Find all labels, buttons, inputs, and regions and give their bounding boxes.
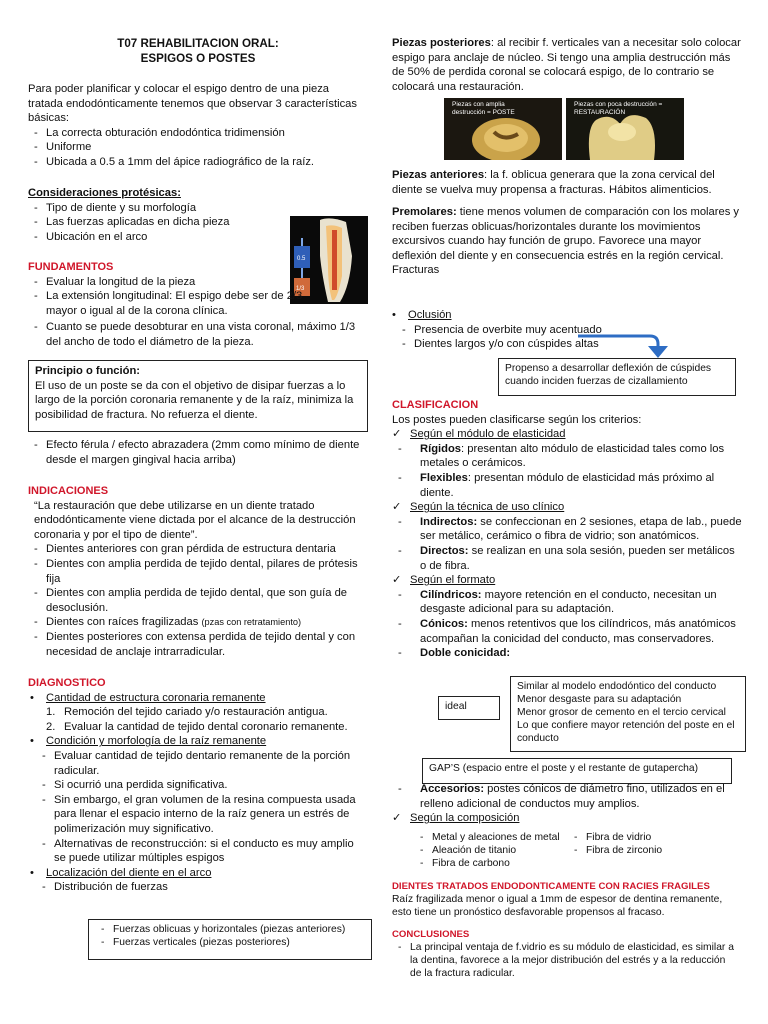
num-label: 2. (46, 720, 56, 733)
piezas-posteriores (392, 36, 742, 94)
item-text: postes cónicos de diámetro fino, utilizados en el relleno adicional de conductos muy amplios. (420, 783, 725, 810)
doble-conicidad-box (510, 676, 746, 752)
list-item: - Evaluar cantidad de tejido dentario remanente de la porción radicular. (36, 749, 364, 778)
list-item: - Metal y aleaciones de metal (414, 831, 574, 844)
list-item: - Dientes con amplia perdida de tejido dental, pilares de prótesis fija (28, 557, 364, 586)
fragiles-text: Raíz fragilizada menor o igual a 1mm de espesor de dentina remanente, esto tiene un pronóstico desfavorable propensos al fracaso. (392, 894, 723, 918)
box-line: Lo que confiere mayor retención del poste en el conducto (517, 720, 735, 744)
composicion-left-list (414, 831, 574, 870)
list-item: - La principal ventaja de f.vidrio es su módulo de elasticidad, es similar a la dentina, favorece a la mejor distribución del estrés y a la reducción de la fractura radicular. (392, 941, 738, 980)
list-item: - Dientes posteriores con extensa perdida de tejido dental y con necesidad de anclaje intrarradicular. (28, 630, 364, 659)
diag-num-2 (28, 720, 364, 735)
item-label: Indirectos: (420, 515, 478, 528)
oclusion-box (498, 358, 736, 396)
checkmark-icon: ✓ (392, 501, 402, 514)
fundamentos-list (28, 275, 318, 319)
fuerzas-box (88, 919, 372, 960)
crit-4 (392, 811, 742, 826)
composicion-left (414, 831, 574, 870)
list-item (392, 471, 742, 500)
item-text: se realizan en una sola sesión, pueden ser metálicos o de fibra. (420, 544, 735, 572)
item-label: Flexibles (420, 471, 468, 484)
diag-b3-heading: Localización del diente en el arco (46, 866, 212, 879)
crit-4-heading: Según la composición (410, 812, 520, 825)
checkmark-icon: ✓ (392, 812, 402, 825)
diag-bullet-2 (28, 734, 364, 749)
item-text: mayore retención en el conducto, necesitan un desgaste adicional para su adaptación. (420, 588, 717, 616)
consideraciones-section (28, 186, 278, 244)
premolares-extra: Fracturas (392, 264, 440, 277)
item-label: Doble conicidad: (420, 647, 511, 660)
list-item (28, 615, 364, 630)
list-item: - Dientes largos y/o con cúspides altas (396, 337, 622, 352)
list-item: - Alternativas de reconstrucción: si el conducto es muy amplio se puede utilizar múltiples espigos (36, 837, 364, 866)
indicaciones-quote: “La restauración que debe utilizarse en un diente tratado endodónticamente viene dictada por el alcance de la destrucción coronaria y por el tipo de diente”. (34, 499, 356, 541)
list-item: - Sin embargo, el gran volumen de la resina compuesta usada para llenar el espacio interno de la raíz genera un estrés de polimerización muy significativo. (36, 793, 364, 837)
list-item: - Ubicada a 0.5 a 1mm del ápice radiográfico de la raíz. (28, 155, 363, 170)
fundamentos-heading: FUNDAMENTOS (28, 261, 114, 273)
piezas-posteriores-label: Piezas posteriores (392, 37, 491, 49)
bullet-icon: • (30, 866, 34, 879)
gap-text: GAP’S (espacio entre el poste y el restante de gutapercha) (429, 763, 699, 774)
crit-2-list (392, 515, 742, 573)
ferula-section (28, 438, 363, 467)
diag-b1-heading: Cantidad de estructura coronaria remanente (46, 691, 266, 704)
item-text: : presentan alto módulo de elasticidad tales como los metales o cerámicos. (420, 442, 725, 470)
list-item: - Aleación de titanio (414, 844, 574, 857)
photo-restauracion (566, 98, 684, 160)
ideal-label: ideal (445, 701, 467, 712)
consideraciones-list (28, 201, 278, 245)
list-item: Remoción del tejido cariado y/o restauración antigua. (64, 706, 328, 719)
list-item: - Fuerzas oblicuas y horizontales (piezas anteriores) (95, 923, 365, 936)
list-item (392, 544, 742, 573)
fuerzas-list (95, 923, 365, 949)
list-item: - Fuerzas verticales (piezas posteriores) (95, 936, 365, 949)
list-item: - Distribución de fuerzas (36, 880, 364, 895)
list-item: - Fibra de carbono (414, 857, 574, 870)
piezas-anteriores-text: : la f. oblicua generara que la zona cervical del diente se vuelva muy propensa a fracturas. Hábitos alimenticios. (392, 169, 715, 196)
arrow-icon (578, 330, 678, 360)
list-item: - Fibra de zirconio (568, 844, 708, 857)
premolares-text: tiene menos volumen de comparación con los molares y reciben fuerzas oblicuas/horizontales durante los movimientos excursivos cuando hay función de grupo. Favorece una mayor deflexión del diente y en consecuencia estrés en la región cervical. (392, 206, 740, 262)
item-label: Rígidos (420, 442, 462, 455)
diag-num-1 (28, 705, 364, 720)
list-item: - Uniforme (28, 140, 363, 155)
page-title (28, 36, 368, 66)
crit-3-heading: Según el formato (410, 574, 496, 587)
crit-1 (392, 427, 742, 442)
fragiles-heading: DIENTES TRATADOS ENDODONTICAMENTE CON RACIES FRAGILES (392, 881, 710, 892)
item-text: : presentan módulo de elasticidad más próximo al diente. (420, 471, 715, 499)
fundamentos-section (28, 260, 318, 318)
checkmark-icon: ✓ (392, 574, 402, 587)
conclusiones-section (392, 928, 738, 980)
num-label: 1. (46, 706, 56, 719)
indicaciones-list (28, 542, 364, 659)
ideal-box (438, 696, 500, 720)
gap-box (422, 758, 732, 784)
item-label: Directos: (420, 544, 469, 557)
list-item: - Dientes con amplia perdida de tejido dental, que son guía de desoclusión. (28, 586, 364, 615)
ferula-list (28, 438, 363, 467)
premolares (392, 205, 742, 278)
composicion-right-list (568, 831, 708, 857)
list-item (392, 588, 742, 617)
list-item: - Presencia de overbite muy acentuado (396, 323, 622, 338)
list-item: Evaluar la cantidad de tejido dental coronario remanente. (64, 720, 348, 733)
intro-list (28, 126, 363, 170)
principio-box (28, 360, 368, 432)
crit-1-heading: Según el módulo de elasticidad (410, 428, 566, 441)
list-item (392, 646, 742, 661)
list-item: - Cuanto se puede desobturar en una vista coronal, máximo 1/3 del ancho de todo el diámetro de la pieza. (28, 320, 366, 349)
crit-2-heading: Según la técnica de uso clínico (410, 501, 565, 514)
bullet-icon: • (30, 691, 34, 704)
composicion-right (568, 831, 708, 857)
item-text: menos retentivos que los cilíndricos, más anatómicos acompañan la conicidad del conducto, mas conservadores. (420, 617, 736, 645)
fundamentos-list-2 (28, 320, 366, 349)
item-label: Cónicos: (420, 617, 468, 630)
list-item: - Dientes anteriores con gran pérdida de estructura dentaria (28, 542, 364, 557)
photo-poste (444, 98, 562, 160)
oclusion-bullet (392, 308, 622, 323)
item-label: Cilíndricos: (420, 588, 482, 601)
principio-heading: Principio o función: (35, 365, 141, 377)
diag-b2-heading: Condición y morfología de la raíz remanente (46, 735, 267, 748)
box-line: Menor desgaste para su adaptación (517, 694, 682, 705)
title-line-1: T07 REHABILITACION ORAL: (117, 37, 279, 50)
piezas-posteriores-text: : al recibir f. verticales van a necesitar solo colocar espigo para anclaje de núcleo. Si tengo una amplia destrucción más de 50% de perdida coronal se colocará espigo, de lo contrario se colocará una restauración. (392, 37, 741, 93)
clasificacion-section (392, 398, 742, 661)
diagnostico-heading: DIAGNOSTICO (28, 677, 106, 689)
oclusion-box-text: Propenso a desarrollar deflexión de cúspides cuando inciden fuerzas de cizallamiento (505, 363, 712, 387)
list-item (392, 617, 742, 646)
box-line: Menor grosor de cemento en el tercio cervical (517, 707, 726, 718)
principio-text: El uso de un poste se da con el objetivo de disipar fuerzas a lo largo de la porción coronaria remanente y de la raíz, minimiza la posibilidad de fractura. No refuerza el diente. (35, 379, 354, 421)
clasificacion-intro: Los postes pueden clasificarse según los criterios: (392, 413, 642, 426)
tooth-photos (444, 98, 684, 160)
diag-b3-list (28, 880, 364, 895)
clasificacion-heading: CLASIFICACION (392, 399, 479, 411)
retrat-note: (pzas con retratamiento) (201, 617, 302, 628)
indicaciones-section (28, 484, 364, 659)
conclusiones-heading: CONCLUSIONES (392, 929, 470, 940)
list-item (392, 442, 742, 471)
diag-bullet-1 (28, 691, 364, 706)
crit-3-list (392, 588, 742, 661)
fundamentos-list-cont (28, 320, 366, 349)
photo-caption-left: Piezas con amplia destrucción = POSTE (452, 101, 515, 116)
indicaciones-raices: Dientes con raíces fragilizadas (46, 616, 199, 629)
piezas-anteriores-label: Piezas anteriores (392, 169, 485, 181)
diagnostico-section (28, 676, 364, 895)
photo-caption-right: Piezas con poca destrucción = RESTAURACIÓN (574, 101, 663, 116)
accesorios-list (392, 782, 742, 811)
list-item: - Tipo de diente y su morfología (28, 201, 278, 216)
list-item: - La correcta obturación endodóntica tridimensión (28, 126, 363, 141)
intro-section (28, 82, 363, 170)
list-item: - Si ocurrió una perdida significativa. (36, 778, 364, 793)
crit-3 (392, 573, 742, 588)
oclusion-heading: Oclusión (408, 309, 452, 321)
crit-1-list (392, 442, 742, 500)
tooth-label-top: 0.5 (297, 256, 306, 262)
diag-bullet-3 (28, 866, 364, 881)
conclusiones-list (392, 941, 738, 980)
box-line: Similar al modelo endodóntico del conducto (517, 681, 717, 692)
list-item: - Las fuerzas aplicadas en dicha pieza (28, 215, 278, 230)
accesorios-section (392, 782, 742, 826)
title-line-2: ESPIGOS O POSTES (140, 52, 256, 65)
checkmark-icon: ✓ (392, 428, 402, 441)
bullet-icon: • (30, 735, 34, 748)
list-item (392, 782, 742, 811)
list-item: - Fibra de vidrio (568, 831, 708, 844)
indicaciones-heading: INDICACIONES (28, 485, 109, 497)
list-item: - Ubicación en el arco (28, 230, 278, 245)
consideraciones-heading: Consideraciones protésicas: (28, 187, 181, 199)
item-label: Accesorios: (420, 783, 485, 795)
premolares-label: Premolares: (392, 206, 457, 218)
piezas-anteriores (392, 168, 742, 197)
item-text: se confeccionan en 2 sesiones, etapa de lab., puede ser metálico, cerámico o fibra de vidrio; son anatómicos. (420, 515, 742, 543)
list-item: - Evaluar la longitud de la pieza (28, 275, 318, 290)
tooth-label-bottom: 1/3 (296, 286, 305, 292)
fragiles-section (392, 880, 738, 919)
list-item: - La extensión longitudinal: El espigo debe ser de 2/3 mayor o igual al de la corona clínica. (28, 289, 318, 318)
intro-text: Para poder planificar y colocar el espigo dentro de una pieza tratada endodónticamente tenemos que observar 3 características básicas: (28, 83, 357, 125)
crit-2 (392, 500, 742, 515)
list-item: - Efecto férula / efecto abrazadera (2mm como mínimo de diente desde el margen gingival hacia arriba) (28, 438, 363, 467)
diag-b2-list (28, 749, 364, 866)
list-item (392, 515, 742, 544)
bullet-icon: • (392, 309, 396, 321)
